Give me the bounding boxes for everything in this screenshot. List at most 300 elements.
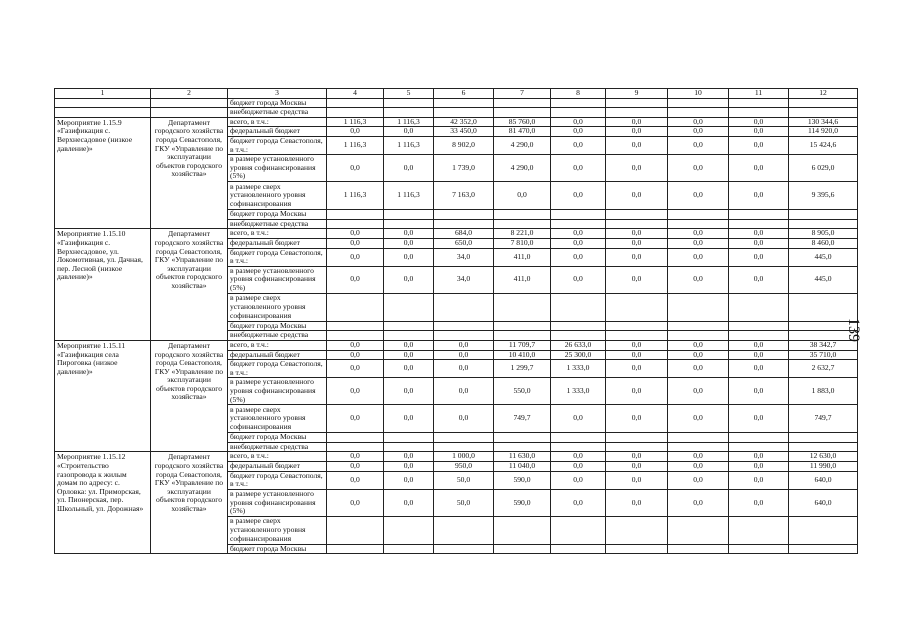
value-cell: [606, 210, 668, 220]
value-cell: [384, 544, 434, 554]
value-cell: [434, 321, 494, 331]
value-cell: 8 902,0: [434, 136, 494, 154]
value-cell: [494, 108, 551, 118]
value-cell: [668, 331, 729, 341]
value-cell: 0,0: [729, 378, 789, 405]
value-cell: [668, 516, 729, 544]
value-cell: 749,7: [789, 405, 858, 433]
value-cell: 0,0: [551, 248, 606, 266]
value-cell: [551, 293, 606, 321]
value-cell: 0,0: [327, 462, 384, 472]
value-cell: 684,0: [434, 229, 494, 239]
value-cell: 0,0: [327, 127, 384, 137]
value-cell: [327, 516, 384, 544]
value-cell: 34,0: [434, 248, 494, 266]
funding-source-label: всего, в т.ч.:: [228, 117, 327, 127]
funding-source-label: внебюджетные средства: [228, 108, 327, 118]
column-header: 6: [434, 89, 494, 99]
value-cell: [494, 210, 551, 220]
value-cell: 8 905,0: [789, 229, 858, 239]
value-cell: 0,0: [729, 182, 789, 210]
value-cell: 0,0: [668, 248, 729, 266]
value-cell: 0,0: [327, 378, 384, 405]
value-cell: 0,0: [384, 489, 434, 516]
value-cell: [551, 433, 606, 443]
value-cell: [729, 516, 789, 544]
value-cell: 0,0: [327, 248, 384, 266]
funding-source-label: в размере установленного уровня софинансирования (5%): [228, 378, 327, 405]
column-header: 9: [606, 89, 668, 99]
value-cell: [668, 219, 729, 229]
value-cell: 0,0: [551, 471, 606, 489]
value-cell: 9 395,6: [789, 182, 858, 210]
measure-name: Мероприятие 1.15.12 «Строительство газопровода к жилым домам по адресу: с. Орловка: ул. Приморская, ул. Пионерская, пер. Школьный, ул. Дорожная»: [55, 452, 151, 554]
value-cell: 0,0: [384, 266, 434, 293]
value-cell: 0,0: [384, 462, 434, 472]
value-cell: 0,0: [327, 229, 384, 239]
value-cell: 0,0: [551, 238, 606, 248]
value-cell: 0,0: [384, 340, 434, 350]
value-cell: [434, 210, 494, 220]
funding-source-label: в размере сверх установленного уровня софинансирования: [228, 405, 327, 433]
value-cell: 0,0: [668, 405, 729, 433]
value-cell: 1 883,0: [789, 378, 858, 405]
value-cell: 34,0: [434, 266, 494, 293]
value-cell: [384, 219, 434, 229]
value-cell: 0,0: [551, 266, 606, 293]
value-cell: 0,0: [384, 229, 434, 239]
column-header: 3: [228, 89, 327, 99]
value-cell: 85 760,0: [494, 117, 551, 127]
value-cell: 0,0: [606, 462, 668, 472]
funding-source-label: в размере установленного уровня софинансирования (5%): [228, 489, 327, 516]
funding-source-label: бюджет города Севастополя, в т.ч.:: [228, 136, 327, 154]
value-cell: 7 163,0: [434, 182, 494, 210]
budget-table-container: [54, 88, 858, 554]
column-header: 10: [668, 89, 729, 99]
empty-cell: [151, 98, 228, 108]
value-cell: [434, 331, 494, 341]
value-cell: 0,0: [551, 127, 606, 137]
funding-source-label: федеральный бюджет: [228, 462, 327, 472]
value-cell: 0,0: [606, 378, 668, 405]
value-cell: 0,0: [729, 117, 789, 127]
value-cell: 0,0: [606, 155, 668, 182]
column-header: 5: [384, 89, 434, 99]
value-cell: 0,0: [668, 360, 729, 378]
value-cell: 0,0: [606, 340, 668, 350]
value-cell: [606, 442, 668, 452]
value-cell: 590,0: [494, 471, 551, 489]
value-cell: 2 632,7: [789, 360, 858, 378]
value-cell: 0,0: [606, 127, 668, 137]
value-cell: [789, 98, 858, 108]
value-cell: [668, 544, 729, 554]
funding-source-label: внебюджетные средства: [228, 442, 327, 452]
value-cell: 0,0: [327, 471, 384, 489]
value-cell: 0,0: [668, 136, 729, 154]
value-cell: 0,0: [551, 489, 606, 516]
value-cell: [327, 293, 384, 321]
value-cell: [668, 210, 729, 220]
value-cell: 0,0: [327, 360, 384, 378]
value-cell: 0,0: [327, 350, 384, 360]
value-cell: 445,0: [789, 248, 858, 266]
column-header: 4: [327, 89, 384, 99]
value-cell: 0,0: [384, 471, 434, 489]
value-cell: [606, 108, 668, 118]
value-cell: 1 739,0: [434, 155, 494, 182]
value-cell: 114 920,0: [789, 127, 858, 137]
value-cell: 0,0: [551, 462, 606, 472]
value-cell: 0,0: [668, 266, 729, 293]
value-cell: 0,0: [327, 340, 384, 350]
value-cell: 33 450,0: [434, 127, 494, 137]
value-cell: [327, 219, 384, 229]
executor-name: Департамент городского хозяйства города Севастополя, ГКУ «Управление по эксплуатации объектов городского хозяйства»: [151, 117, 228, 229]
value-cell: 1 299,7: [494, 360, 551, 378]
budget-table: [54, 88, 858, 554]
value-cell: [434, 219, 494, 229]
value-cell: 0,0: [494, 182, 551, 210]
value-cell: 0,0: [384, 452, 434, 462]
funding-source-label: внебюджетные средства: [228, 219, 327, 229]
value-cell: 0,0: [551, 229, 606, 239]
value-cell: [494, 219, 551, 229]
value-cell: 0,0: [606, 360, 668, 378]
table-row: [55, 117, 858, 127]
value-cell: [551, 98, 606, 108]
value-cell: 0,0: [384, 405, 434, 433]
value-cell: [606, 331, 668, 341]
funding-source-label: федеральный бюджет: [228, 350, 327, 360]
value-cell: 0,0: [606, 182, 668, 210]
column-header: 11: [729, 89, 789, 99]
value-cell: [494, 331, 551, 341]
table-row: [55, 452, 858, 462]
value-cell: 0,0: [384, 155, 434, 182]
value-cell: [551, 544, 606, 554]
value-cell: [551, 321, 606, 331]
value-cell: 0,0: [668, 471, 729, 489]
value-cell: 0,0: [384, 350, 434, 360]
value-cell: 0,0: [327, 266, 384, 293]
value-cell: [789, 442, 858, 452]
value-cell: [551, 516, 606, 544]
funding-source-label: всего, в т.ч.:: [228, 452, 327, 462]
executor-name: Департамент городского хозяйства города Севастополя, ГКУ «Управление по эксплуатации объектов городского хозяйства»: [151, 340, 228, 452]
value-cell: [668, 433, 729, 443]
value-cell: [729, 219, 789, 229]
table-row: [55, 229, 858, 239]
value-cell: [606, 219, 668, 229]
table-row: [55, 98, 858, 108]
value-cell: 81 470,0: [494, 127, 551, 137]
value-cell: 650,0: [434, 238, 494, 248]
value-cell: [327, 321, 384, 331]
table-row: [55, 108, 858, 118]
value-cell: 0,0: [384, 127, 434, 137]
funding-source-label: всего, в т.ч.:: [228, 229, 327, 239]
value-cell: 0,0: [384, 248, 434, 266]
value-cell: 0,0: [551, 452, 606, 462]
value-cell: 0,0: [729, 350, 789, 360]
value-cell: 11 709,7: [494, 340, 551, 350]
value-cell: 12 630,0: [789, 452, 858, 462]
value-cell: 0,0: [606, 117, 668, 127]
value-cell: 50,0: [434, 471, 494, 489]
value-cell: 0,0: [668, 452, 729, 462]
value-cell: [606, 516, 668, 544]
value-cell: 0,0: [434, 350, 494, 360]
value-cell: [434, 108, 494, 118]
funding-source-label: федеральный бюджет: [228, 127, 327, 137]
value-cell: 11 990,0: [789, 462, 858, 472]
value-cell: 0,0: [551, 117, 606, 127]
value-cell: 0,0: [729, 127, 789, 137]
value-cell: [729, 210, 789, 220]
executor-name: Департамент городского хозяйства города Севастополя, ГКУ «Управление по эксплуатации объектов городского хозяйства»: [151, 452, 228, 554]
value-cell: 0,0: [668, 350, 729, 360]
value-cell: 0,0: [606, 238, 668, 248]
column-header: 1: [55, 89, 151, 99]
funding-source-label: бюджет города Севастополя, в т.ч.:: [228, 360, 327, 378]
value-cell: [729, 331, 789, 341]
value-cell: 42 352,0: [434, 117, 494, 127]
value-cell: 749,7: [494, 405, 551, 433]
value-cell: [494, 321, 551, 331]
value-cell: 0,0: [729, 452, 789, 462]
value-cell: 0,0: [729, 248, 789, 266]
funding-source-label: в размере сверх установленного уровня софинансирования: [228, 293, 327, 321]
value-cell: [729, 98, 789, 108]
value-cell: 8 221,0: [494, 229, 551, 239]
value-cell: 0,0: [606, 489, 668, 516]
value-cell: 0,0: [668, 229, 729, 239]
value-cell: 0,0: [606, 405, 668, 433]
value-cell: [384, 516, 434, 544]
value-cell: 0,0: [606, 229, 668, 239]
value-cell: [327, 98, 384, 108]
value-cell: [327, 331, 384, 341]
funding-source-label: в размере установленного уровня софинансирования (5%): [228, 155, 327, 182]
value-cell: 1 116,3: [384, 182, 434, 210]
value-cell: [434, 544, 494, 554]
value-cell: 130 344,6: [789, 117, 858, 127]
funding-source-label: бюджет города Москвы: [228, 321, 327, 331]
value-cell: 0,0: [606, 471, 668, 489]
value-cell: 0,0: [327, 405, 384, 433]
empty-cell: [55, 98, 151, 108]
value-cell: [494, 516, 551, 544]
value-cell: [789, 544, 858, 554]
value-cell: [551, 442, 606, 452]
value-cell: [384, 108, 434, 118]
value-cell: [606, 433, 668, 443]
funding-source-label: в размере сверх установленного уровня софинансирования: [228, 516, 327, 544]
value-cell: [434, 442, 494, 452]
value-cell: 0,0: [606, 248, 668, 266]
value-cell: [789, 108, 858, 118]
funding-source-label: бюджет города Москвы: [228, 210, 327, 220]
value-cell: 38 342,7: [789, 340, 858, 350]
value-cell: 1 333,0: [551, 378, 606, 405]
value-cell: 1 116,3: [327, 136, 384, 154]
value-cell: 1 116,3: [327, 182, 384, 210]
measure-name: Мероприятие 1.15.9 «Газификация с. Верхнесадовое (низкое давление)»: [55, 117, 151, 229]
value-cell: 11 630,0: [494, 452, 551, 462]
value-cell: [327, 210, 384, 220]
value-cell: 1 116,3: [327, 117, 384, 127]
value-cell: [729, 321, 789, 331]
value-cell: 0,0: [729, 489, 789, 516]
value-cell: 0,0: [729, 360, 789, 378]
empty-cell: [151, 108, 228, 118]
value-cell: 0,0: [668, 238, 729, 248]
table-row: [55, 340, 858, 350]
value-cell: [327, 108, 384, 118]
funding-source-label: всего, в т.ч.:: [228, 340, 327, 350]
executor-name: Департамент городского хозяйства города Севастополя, ГКУ «Управление по эксплуатации объектов городского хозяйства»: [151, 229, 228, 341]
value-cell: [384, 98, 434, 108]
value-cell: [668, 293, 729, 321]
value-cell: [434, 433, 494, 443]
value-cell: 15 424,6: [789, 136, 858, 154]
value-cell: [494, 98, 551, 108]
value-cell: [551, 219, 606, 229]
funding-source-label: в размере сверх установленного уровня софинансирования: [228, 182, 327, 210]
value-cell: 1 116,3: [384, 117, 434, 127]
value-cell: 1 333,0: [551, 360, 606, 378]
value-cell: [729, 433, 789, 443]
value-cell: [606, 321, 668, 331]
value-cell: [494, 293, 551, 321]
value-cell: [384, 321, 434, 331]
value-cell: [668, 442, 729, 452]
value-cell: 0,0: [384, 378, 434, 405]
value-cell: [606, 98, 668, 108]
funding-source-label: бюджет города Москвы: [228, 544, 327, 554]
value-cell: 25 300,0: [551, 350, 606, 360]
value-cell: 0,0: [434, 405, 494, 433]
value-cell: 640,0: [789, 489, 858, 516]
value-cell: 0,0: [551, 405, 606, 433]
value-cell: [551, 210, 606, 220]
value-cell: 640,0: [789, 471, 858, 489]
value-cell: 0,0: [327, 489, 384, 516]
value-cell: [551, 108, 606, 118]
value-cell: [729, 108, 789, 118]
value-cell: 411,0: [494, 248, 551, 266]
value-cell: 445,0: [789, 266, 858, 293]
value-cell: [789, 219, 858, 229]
value-cell: 0,0: [434, 340, 494, 350]
value-cell: [384, 210, 434, 220]
value-cell: [384, 331, 434, 341]
value-cell: 0,0: [729, 462, 789, 472]
value-cell: [384, 433, 434, 443]
value-cell: [434, 516, 494, 544]
value-cell: 0,0: [729, 238, 789, 248]
value-cell: 0,0: [668, 489, 729, 516]
value-cell: 1 000,0: [434, 452, 494, 462]
funding-source-label: бюджет города Севастополя, в т.ч.:: [228, 471, 327, 489]
value-cell: 0,0: [606, 452, 668, 462]
column-header: 8: [551, 89, 606, 99]
funding-source-label: федеральный бюджет: [228, 238, 327, 248]
funding-source-label: бюджет города Севастополя, в т.ч.:: [228, 248, 327, 266]
value-cell: [494, 442, 551, 452]
value-cell: 550,0: [494, 378, 551, 405]
value-cell: [789, 433, 858, 443]
value-cell: [327, 544, 384, 554]
value-cell: 11 040,0: [494, 462, 551, 472]
value-cell: [668, 321, 729, 331]
value-cell: 50,0: [434, 489, 494, 516]
value-cell: 0,0: [729, 340, 789, 350]
value-cell: [494, 544, 551, 554]
value-cell: [789, 516, 858, 544]
funding-source-label: бюджет города Москвы: [228, 433, 327, 443]
value-cell: [729, 442, 789, 452]
funding-source-label: бюджет города Москвы: [228, 98, 327, 108]
value-cell: [606, 544, 668, 554]
value-cell: 0,0: [434, 360, 494, 378]
value-cell: 0,0: [384, 238, 434, 248]
value-cell: [434, 98, 494, 108]
value-cell: 4 290,0: [494, 136, 551, 154]
value-cell: [434, 293, 494, 321]
value-cell: 0,0: [551, 136, 606, 154]
column-header: 12: [789, 89, 858, 99]
value-cell: 0,0: [668, 155, 729, 182]
value-cell: 590,0: [494, 489, 551, 516]
column-header: 7: [494, 89, 551, 99]
value-cell: 0,0: [729, 266, 789, 293]
value-cell: 10 410,0: [494, 350, 551, 360]
value-cell: 35 710,0: [789, 350, 858, 360]
value-cell: 0,0: [668, 182, 729, 210]
value-cell: 0,0: [729, 405, 789, 433]
value-cell: 0,0: [668, 340, 729, 350]
value-cell: 0,0: [668, 378, 729, 405]
measure-name: Мероприятие 1.15.11 «Газификация села Пироговка (низкое давление)»: [55, 340, 151, 452]
value-cell: 1 116,3: [384, 136, 434, 154]
funding-source-label: в размере установленного уровня софинансирования (5%): [228, 266, 327, 293]
value-cell: [729, 544, 789, 554]
funding-source-label: внебюджетные средства: [228, 331, 327, 341]
value-cell: 0,0: [668, 127, 729, 137]
value-cell: 7 810,0: [494, 238, 551, 248]
value-cell: [327, 433, 384, 443]
value-cell: 0,0: [327, 452, 384, 462]
page-number: 139: [845, 318, 862, 342]
value-cell: [606, 293, 668, 321]
value-cell: 6 029,0: [789, 155, 858, 182]
value-cell: 0,0: [434, 378, 494, 405]
value-cell: [729, 293, 789, 321]
value-cell: 0,0: [729, 155, 789, 182]
value-cell: 0,0: [729, 471, 789, 489]
value-cell: 0,0: [729, 229, 789, 239]
value-cell: 0,0: [606, 350, 668, 360]
value-cell: 0,0: [384, 360, 434, 378]
value-cell: 0,0: [668, 117, 729, 127]
value-cell: 0,0: [551, 182, 606, 210]
value-cell: [668, 108, 729, 118]
value-cell: 0,0: [551, 155, 606, 182]
value-cell: [551, 331, 606, 341]
